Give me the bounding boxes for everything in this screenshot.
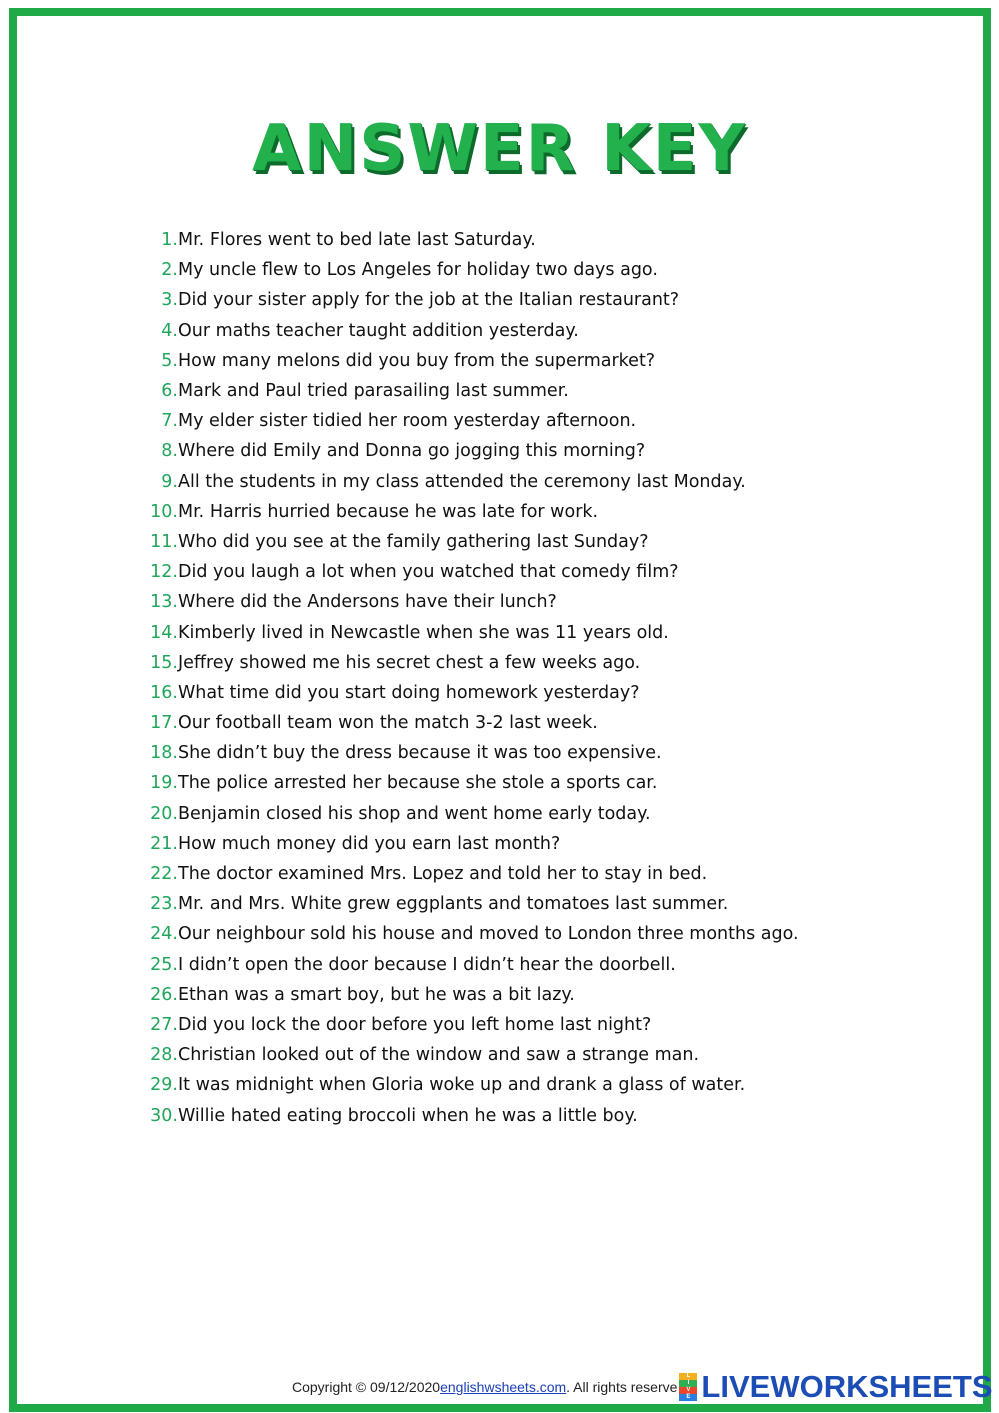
list-item xyxy=(136,708,856,738)
item-number: 12. xyxy=(150,562,178,583)
item-text: Benjamin closed his shop and went home early today. xyxy=(178,803,651,824)
item-text: Jeffrey showed me his secret chest a few weeks ago. xyxy=(178,652,641,673)
item-text: The doctor examined Mrs. Lopez and told her to stay in bed. xyxy=(178,864,708,885)
item-number: 3. xyxy=(161,290,178,311)
item-number: 29. xyxy=(150,1075,178,1096)
list-item xyxy=(136,376,856,406)
item-text: Willie hated eating broccoli when he was a little boy. xyxy=(178,1105,638,1126)
answer-list xyxy=(136,225,856,1131)
badge-letter: V xyxy=(679,1387,697,1394)
live-badge-icon xyxy=(679,1373,697,1401)
item-number: 30. xyxy=(150,1105,178,1126)
item-number: 9. xyxy=(161,471,178,492)
item-text: How much money did you earn last month? xyxy=(178,833,561,854)
item-text: Christian looked out of the window and saw a strange man. xyxy=(178,1045,700,1066)
item-text: What time did you start doing homework yesterday? xyxy=(178,682,640,703)
item-text: Mr. Flores went to bed late last Saturday. xyxy=(178,230,536,251)
list-item xyxy=(136,225,856,255)
item-number: 17. xyxy=(150,713,178,734)
list-item xyxy=(136,950,856,980)
item-number: 28. xyxy=(150,1045,178,1066)
list-item xyxy=(136,799,856,829)
list-item xyxy=(136,497,856,527)
item-number: 14. xyxy=(150,622,178,643)
list-item xyxy=(136,255,856,285)
item-number: 10. xyxy=(150,501,178,522)
item-number: 23. xyxy=(150,894,178,915)
list-item xyxy=(136,316,856,346)
copyright-prefix: Copyright © 09/12/2020 xyxy=(292,1379,441,1395)
list-item xyxy=(136,617,856,647)
item-text: Where did the Andersons have their lunch? xyxy=(178,592,557,613)
item-text: Our maths teacher taught addition yesterday. xyxy=(178,320,579,341)
item-number: 18. xyxy=(150,743,178,764)
list-item xyxy=(136,768,856,798)
list-item xyxy=(136,285,856,315)
item-number: 19. xyxy=(150,773,178,794)
list-item xyxy=(136,859,856,889)
item-text: Did your sister apply for the job at the Italian restaurant? xyxy=(178,290,680,311)
copyright-suffix: . All rights reserve xyxy=(566,1379,678,1395)
list-item xyxy=(136,980,856,1010)
item-text: Did you lock the door before you left home last night? xyxy=(178,1014,652,1035)
badge-letter: I xyxy=(679,1380,697,1387)
list-item xyxy=(136,436,856,466)
item-number: 6. xyxy=(161,381,178,402)
item-text: I didn’t open the door because I didn’t hear the doorbell. xyxy=(178,954,676,975)
list-item xyxy=(136,527,856,557)
englishwsheets-link[interactable]: englishwsheets.com xyxy=(440,1379,567,1395)
item-text: It was midnight when Gloria woke up and drank a glass of water. xyxy=(178,1075,746,1096)
item-text: Mr. Harris hurried because he was late for work. xyxy=(178,501,599,522)
footer xyxy=(292,1369,993,1404)
item-number: 25. xyxy=(150,954,178,975)
list-item xyxy=(136,678,856,708)
item-text: Kimberly lived in Newcastle when she was 11 years old. xyxy=(178,622,669,643)
item-text: Mark and Paul tried parasailing last summer. xyxy=(178,381,569,402)
list-item xyxy=(136,557,856,587)
item-text: My uncle flew to Los Angeles for holiday two days ago. xyxy=(178,260,658,281)
list-item xyxy=(136,406,856,436)
item-number: 8. xyxy=(161,441,178,462)
list-item xyxy=(136,467,856,497)
item-number: 13. xyxy=(150,592,178,613)
item-number: 5. xyxy=(161,350,178,371)
badge-letter: L xyxy=(679,1373,697,1380)
item-text: All the students in my class attended the ceremony last Monday. xyxy=(178,471,746,492)
list-item xyxy=(136,1100,856,1130)
item-number: 22. xyxy=(150,864,178,885)
item-number: 20. xyxy=(150,803,178,824)
list-item xyxy=(136,738,856,768)
item-text: Ethan was a smart boy, but he was a bit lazy. xyxy=(178,984,575,1005)
list-item xyxy=(136,587,856,617)
item-number: 1. xyxy=(161,230,178,251)
item-number: 11. xyxy=(150,531,178,552)
item-number: 26. xyxy=(150,984,178,1005)
page-title: ANSWER KEY xyxy=(252,112,747,186)
list-item xyxy=(136,889,856,919)
list-item xyxy=(136,1010,856,1040)
list-item xyxy=(136,829,856,859)
item-text: Did you laugh a lot when you watched that comedy film? xyxy=(178,562,679,583)
item-text: Our neighbour sold his house and moved to London three months ago. xyxy=(178,924,799,945)
list-item xyxy=(136,1070,856,1100)
item-number: 7. xyxy=(161,411,178,432)
item-text: My elder sister tidied her room yesterday afternoon. xyxy=(178,411,637,432)
list-item xyxy=(136,919,856,949)
item-number: 27. xyxy=(150,1014,178,1035)
list-item xyxy=(136,648,856,678)
item-text: Where did Emily and Donna go jogging this morning? xyxy=(178,441,646,462)
item-number: 16. xyxy=(150,682,178,703)
item-number: 21. xyxy=(150,833,178,854)
item-number: 2. xyxy=(161,260,178,281)
item-number: 4. xyxy=(161,320,178,341)
item-text: Our football team won the match 3-2 last week. xyxy=(178,713,598,734)
item-number: 15. xyxy=(150,652,178,673)
item-text: How many melons did you buy from the supermarket? xyxy=(178,350,656,371)
item-number: 24. xyxy=(150,924,178,945)
liveworksheets-logo[interactable]: LIVEWORKSHEETS xyxy=(701,1369,993,1404)
item-text: The police arrested her because she stole a sports car. xyxy=(178,773,658,794)
item-text: She didn’t buy the dress because it was too expensive. xyxy=(178,743,662,764)
item-text: Who did you see at the family gathering last Sunday? xyxy=(178,531,649,552)
item-text: Mr. and Mrs. White grew eggplants and tomatoes last summer. xyxy=(178,894,729,915)
list-item xyxy=(136,346,856,376)
list-item xyxy=(136,1040,856,1070)
badge-letter: E xyxy=(679,1394,697,1401)
